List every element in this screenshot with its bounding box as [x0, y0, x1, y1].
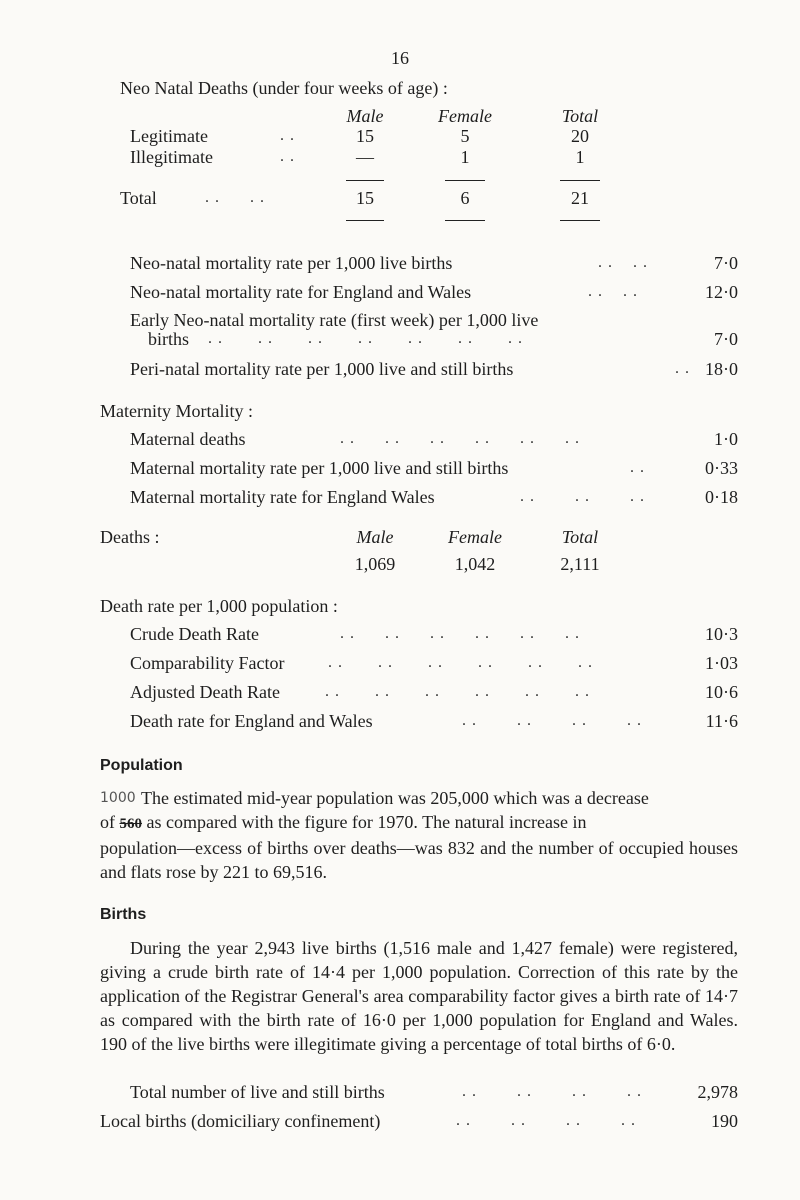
- leader-dots: . . . . . . . .: [462, 1083, 642, 1100]
- deaths-total: 2,111: [560, 554, 600, 574]
- leader-dots: . . . . . . . . . . . .: [328, 654, 593, 671]
- maternity-label: Maternal mortality rate for England Wales: [130, 487, 435, 507]
- rate-value: 18·0: [705, 359, 738, 379]
- leader-dots: . . . . . . . . . . . .: [325, 683, 590, 700]
- rule: [445, 180, 485, 181]
- neo-natal-title: Neo Natal Deaths (under four weeks of age) :: [120, 78, 448, 98]
- rate-value: 12·0: [705, 282, 738, 302]
- births-value: 2,978: [697, 1082, 738, 1102]
- legitimate-female: 5: [460, 126, 470, 146]
- header-total: Total: [561, 106, 599, 126]
- rule: [346, 220, 384, 221]
- struck-value: 560: [119, 816, 142, 832]
- rate-label: Neo-natal mortality rate for England and Wales: [130, 282, 472, 302]
- death-rate-label: Adjusted Death Rate: [130, 682, 280, 702]
- header-male: Male: [346, 106, 384, 126]
- leader-dots: . . . . . . . .: [456, 1112, 636, 1129]
- row-total-label: Total: [120, 188, 157, 208]
- population-para-line2-post: as compared with the figure for 1970. The natural increase in: [146, 812, 587, 832]
- deaths-header-male: Male: [356, 527, 394, 547]
- leader-dots: . . . . . . . . . . . .: [340, 625, 580, 642]
- illegitimate-female: 1: [460, 147, 470, 167]
- death-rate-title: Death rate per 1,000 population :: [100, 596, 338, 616]
- death-rate-value: 11·6: [705, 711, 738, 731]
- leader-dots: . . . . . . . . . . . .: [340, 430, 580, 447]
- births-label: Local births (domiciliary confinement): [100, 1111, 381, 1131]
- handwritten-note: 1000: [100, 790, 136, 806]
- population-para-line2-pre: of: [100, 812, 115, 832]
- illegitimate-total: 1: [575, 147, 585, 167]
- maternity-label: Maternal deaths: [130, 429, 246, 449]
- deaths-header-total: Total: [561, 527, 599, 547]
- death-rate-label: Comparability Factor: [130, 653, 285, 673]
- illegitimate-male: —: [356, 147, 374, 167]
- births-heading: Births: [100, 906, 147, 923]
- births-value: 190: [711, 1111, 738, 1131]
- leader-dots: . . . . . . . . . . . . . .: [208, 330, 523, 347]
- death-rate-value: 1·03: [705, 653, 738, 673]
- births-paragraph: During the year 2,943 live births (1,516 male and 1,427 female) were registered, giving a crude birth rate of 14·4 per 1,000 population. Correction of this rate by the application of the Registrar General's area comparability factor gives a birth rate of 14·7 as compared with the birth rate of 16·0 per 1,000 population for England and Wales. 190 of the live births were illegitimate giving a percentage of total births of 6·0.: [100, 938, 738, 1054]
- rate-value: 7·0: [714, 329, 738, 349]
- deaths-header-female: Female: [448, 527, 502, 547]
- legitimate-male: 15: [356, 126, 374, 146]
- leader-dots: . . . .: [598, 254, 648, 271]
- population-para-rest: population—excess of births over deaths—was 832 and the number of occupied houses and flats rose by 221 to 69,516.: [100, 838, 738, 882]
- rate-label: Early Neo-natal mortality rate (first week) per 1,000 live: [130, 310, 539, 330]
- population-para-line1: The estimated mid-year population was 205,000 which was a decrease: [141, 788, 649, 808]
- deaths-male: 1,069: [354, 554, 396, 574]
- maternity-value: 0·18: [705, 487, 738, 507]
- rate-label: Peri-natal mortality rate per 1,000 live and still births: [130, 359, 514, 379]
- death-rate-value: 10·3: [705, 624, 738, 644]
- row-legitimate-label: Legitimate: [130, 126, 208, 146]
- row-illegitimate-label: Illegitimate: [130, 147, 213, 167]
- population-heading: Population: [100, 757, 183, 774]
- rule: [560, 180, 600, 181]
- rule: [346, 180, 384, 181]
- rate-label: Neo-natal mortality rate per 1,000 live births: [130, 253, 453, 273]
- total-female: 6: [460, 188, 470, 208]
- leader-dots: . . . .: [588, 283, 638, 300]
- births-label: Total number of live and still births: [130, 1082, 385, 1102]
- rule: [560, 220, 600, 221]
- death-rate-label: Crude Death Rate: [130, 624, 259, 644]
- page-number: 16: [391, 48, 409, 68]
- rate-label-continued: births: [148, 329, 190, 349]
- death-rate-label: Death rate for England and Wales: [130, 711, 373, 731]
- deaths-female: 1,042: [454, 554, 496, 574]
- rule: [445, 220, 485, 221]
- total-total: 21: [571, 188, 589, 208]
- legitimate-total: 20: [571, 126, 589, 146]
- maternity-title: Maternity Mortality :: [100, 401, 253, 421]
- maternity-value: 1·0: [714, 429, 738, 449]
- header-female: Female: [438, 106, 492, 126]
- maternity-label: Maternal mortality rate per 1,000 live and still births: [130, 458, 509, 478]
- leader-dots: . .: [280, 148, 295, 165]
- leader-dots: . .: [630, 459, 645, 476]
- deaths-label: Deaths :: [100, 527, 160, 547]
- leader-dots: . . . . . . . .: [462, 712, 642, 729]
- leader-dots: . . . .: [205, 189, 265, 206]
- death-rate-value: 10·6: [705, 682, 738, 702]
- leader-dots: . . . . . .: [520, 488, 645, 505]
- rate-value: 7·0: [714, 253, 738, 273]
- total-male: 15: [356, 188, 374, 208]
- leader-dots: . .: [675, 360, 690, 377]
- leader-dots: . .: [280, 127, 295, 144]
- maternity-value: 0·33: [705, 458, 738, 478]
